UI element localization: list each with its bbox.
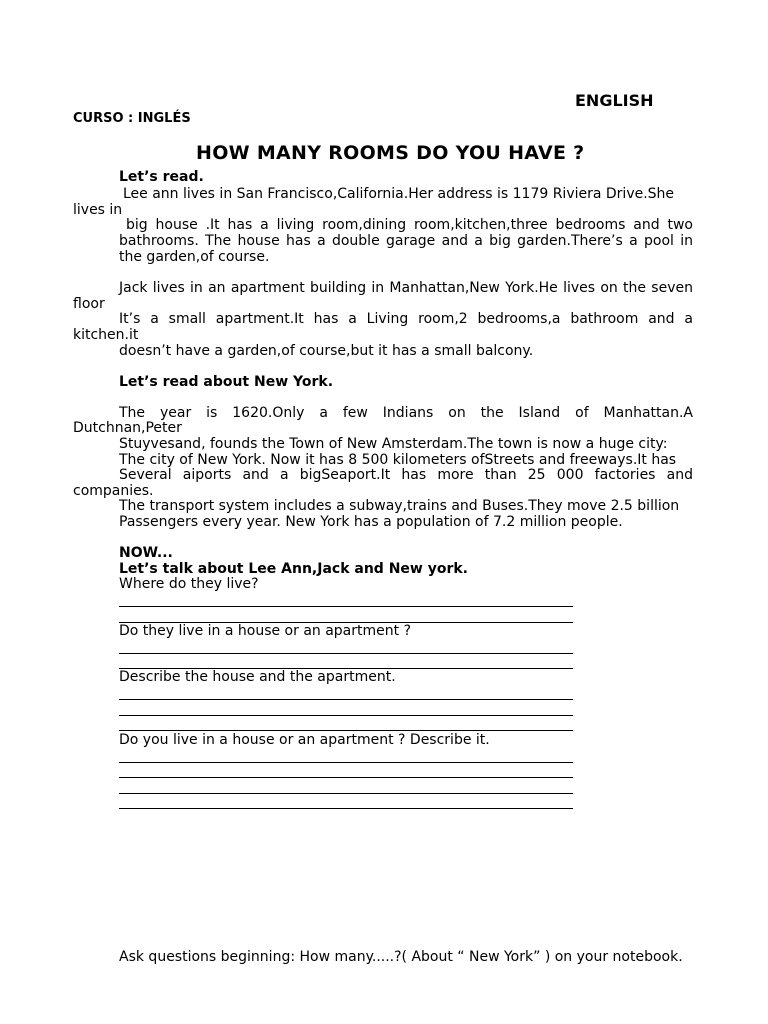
subject-label: ENGLISH bbox=[575, 91, 654, 110]
answer-line[interactable] bbox=[119, 762, 573, 763]
paragraph-line: The transport system includes a subway,trains and Buses.They move 2.5 billion bbox=[119, 498, 680, 514]
question-2: Do they live in a house or an apartment ? bbox=[119, 623, 412, 639]
paragraph-line: kitchen.it bbox=[73, 327, 139, 343]
paragraph-line: Several aiports and a bigSeaport.It has more than 25 000 factories and bbox=[119, 467, 693, 483]
paragraph-line: the garden,of course. bbox=[119, 249, 270, 265]
answer-line[interactable] bbox=[119, 715, 573, 716]
paragraph-line: It’s a small apartment.It has a Living room,2 bedrooms,a bathroom and a bbox=[119, 311, 693, 327]
paragraph-line: bathrooms. The house has a double garage and a big garden.There’s a pool in bbox=[119, 233, 693, 249]
paragraph-line: Jack lives in an apartment building in Manhattan,New York.He lives on the seven bbox=[119, 280, 693, 296]
paragraph-line: companies. bbox=[73, 483, 154, 499]
answer-line[interactable] bbox=[119, 730, 573, 731]
paragraph-line: The city of New York. Now it has 8 500 kilometers ofStreets and freeways.It has bbox=[119, 452, 677, 468]
question-3: Describe the house and the apartment. bbox=[119, 669, 396, 685]
section-heading-new-york: Let’s read about New York. bbox=[119, 374, 334, 390]
section-heading-talk: Let’s talk about Lee Ann,Jack and New york. bbox=[119, 561, 468, 577]
paragraph-line: Lee ann lives in San Francisco,California.Her address is 1179 Riviera Drive.She bbox=[123, 186, 675, 202]
course-label: CURSO : INGLÉS bbox=[73, 111, 191, 126]
answer-line[interactable] bbox=[119, 777, 573, 778]
footer-instruction: Ask questions beginning: How many.....?( About “ New York” ) on your notebook. bbox=[119, 949, 683, 965]
question-1: Where do they live? bbox=[119, 576, 259, 592]
page-title: HOW MANY ROOMS DO YOU HAVE ? bbox=[196, 142, 585, 164]
paragraph-line: doesn’t have a garden,of course,but it has a small balcony. bbox=[119, 343, 534, 359]
answer-line[interactable] bbox=[119, 653, 573, 654]
answer-line[interactable] bbox=[119, 793, 573, 794]
paragraph-line: big house .It has a living room,dining room,kitchen,three bedrooms and two bbox=[126, 217, 693, 233]
answer-line[interactable] bbox=[119, 699, 573, 700]
paragraph-line: lives in bbox=[73, 202, 123, 218]
paragraph-line: floor bbox=[73, 296, 105, 312]
answer-line[interactable] bbox=[119, 606, 573, 607]
paragraph-line: Dutchnan,Peter bbox=[73, 420, 182, 436]
paragraph-line: Passengers every year. New York has a population of 7.2 million people. bbox=[119, 514, 623, 530]
paragraph-line: The year is 1620.Only a few Indians on the Island of Manhattan.A bbox=[119, 405, 693, 421]
section-heading-lets-read: Let’s read. bbox=[119, 169, 204, 185]
paragraph-line: Stuyvesand, founds the Town of New Amsterdam.The town is now a huge city: bbox=[119, 436, 668, 452]
now-label: NOW... bbox=[119, 545, 173, 561]
answer-line[interactable] bbox=[119, 808, 573, 809]
question-4: Do you live in a house or an apartment ? Describe it. bbox=[119, 732, 490, 748]
